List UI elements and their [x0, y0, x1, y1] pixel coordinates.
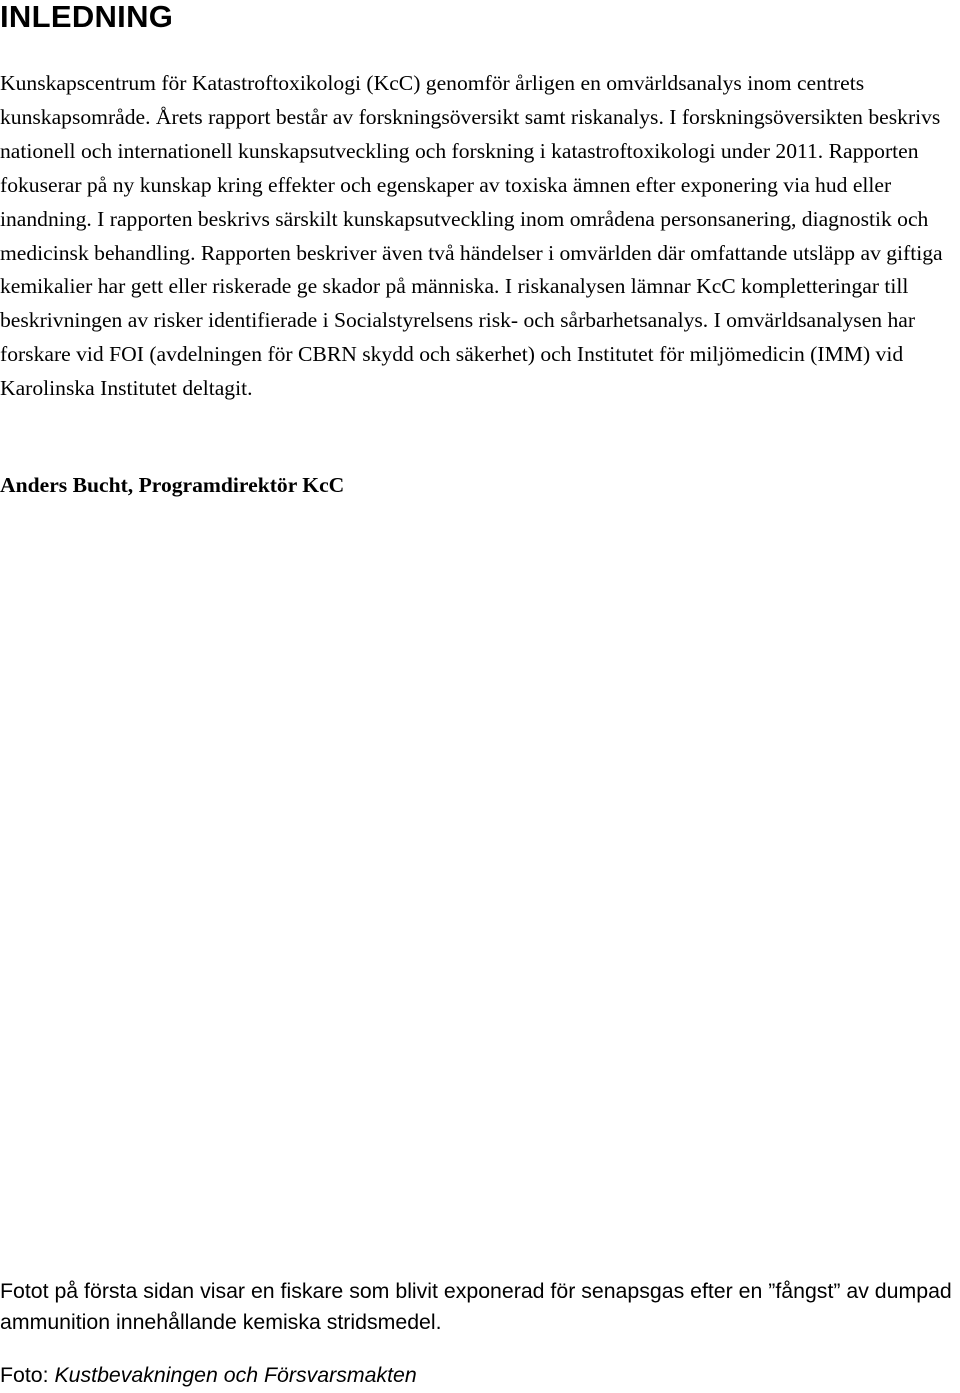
photo-caption: Fotot på första sidan visar en fiskare som blivit exponerad för senapsgas efter en ”fångst” av dumpad ammunition innehållande kemiska stridsmedel. — [0, 1279, 952, 1334]
photo-credit-source: Kustbevakningen och Försvarsmakten — [54, 1363, 417, 1387]
photo-credit-label: Foto: — [0, 1363, 55, 1387]
section-heading: INLEDNING — [0, 0, 174, 34]
intro-paragraph: Kunskapscentrum för Katastroftoxikologi (KcC) genomför årligen en omvärldsanalys inom centrets kunskapsområde. Årets rapport består av forskningsöversikt samt riskanalys. I forskningsöversikten beskrivs nationell och internationell kunskapsutveckling och forskning i katastroftoxikologi under 2011. Rapporten fokuserar på ny kunskap kring effekter och egenskaper av toxiska ämnen efter exponering via hud eller inandning. I rapporten beskrivs särskilt kunskapsutveckling inom områdena personsanering, diagnostik och medicinsk behandling. Rapporten beskriver även två händelser i omvärlden där omfattande utsläpp av giftiga kemikalier har gett eller riskerade ge skador på människa. I riskanalysen lämnar KcC kompletteringar till beskrivningen av risker identifierade i Socialstyrelsens risk- och sårbarhetsanalys. I omvärldsanalysen har forskare vid FOI (avdelningen för CBRN skydd och säkerhet) och Institutet för miljömedicin (IMM) vid Karolinska Institutet deltagit. — [0, 71, 943, 401]
signature: Anders Bucht, Programdirektör KcC — [0, 473, 345, 497]
photo-credit — [0, 1360, 417, 1391]
